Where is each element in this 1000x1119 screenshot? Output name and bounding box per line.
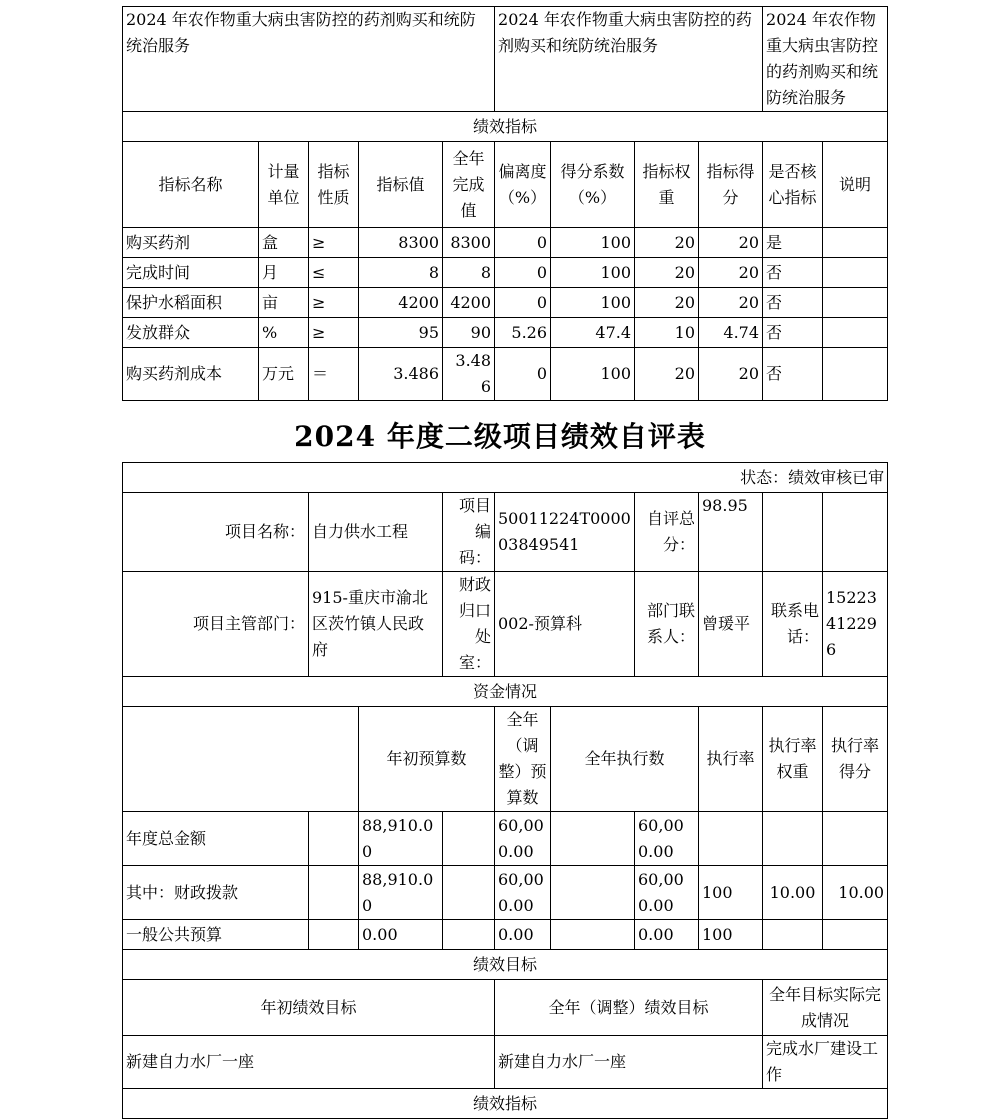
contact-value: 曾瑗平 <box>699 572 763 677</box>
funds-row-initial: 0.00 <box>359 920 443 950</box>
funds-row-weight <box>763 812 823 866</box>
empty-cell <box>551 866 635 920</box>
col-header-note: 说明 <box>823 142 888 228</box>
empty-cell <box>551 920 635 950</box>
row-score: 20 <box>699 228 763 258</box>
empty-cell <box>443 920 495 950</box>
indicator-table-top <box>122 6 888 401</box>
funds-row-label: 一般公共预算 <box>123 920 309 950</box>
page-title: 2024 年度二级项目绩效自评表 <box>294 420 706 453</box>
row-deviation: 5.26 <box>495 318 551 348</box>
row-coef: 100 <box>551 288 635 318</box>
funds-header-executed: 全年执行数 <box>551 707 699 812</box>
row-actual: 3.486 <box>443 348 495 401</box>
row-core: 否 <box>763 348 823 401</box>
empty-cell <box>823 493 888 572</box>
table-row <box>123 348 888 401</box>
row-core: 是 <box>763 228 823 258</box>
row-actual: 8 <box>443 258 495 288</box>
col-header-score: 指标得分 <box>699 142 763 228</box>
row-nature: ＝ <box>309 348 359 401</box>
funds-row-score: 10.00 <box>823 866 888 920</box>
row-name: 保护水稻面积 <box>123 288 259 318</box>
funds-row-initial: 88,910.00 <box>359 812 443 866</box>
funds-row-weight <box>763 920 823 950</box>
funds-row-label: 其中：财政拨款 <box>123 866 309 920</box>
row-actual: 90 <box>443 318 495 348</box>
row-note <box>823 228 888 258</box>
row-core: 否 <box>763 258 823 288</box>
row-score: 20 <box>699 288 763 318</box>
project-code-value: 50011224T000003849541 <box>495 493 635 572</box>
row-target: 3.486 <box>359 348 443 401</box>
col-header-weight: 指标权重 <box>635 142 699 228</box>
contact-label: 部门联系人： <box>635 572 699 677</box>
funds-row-executed: 0.00 <box>635 920 699 950</box>
office-label: 财政归口处室： <box>443 572 495 677</box>
row-actual: 8300 <box>443 228 495 258</box>
self-score-label: 自评总分： <box>635 493 699 572</box>
self-score-value: 98.95 <box>699 493 763 572</box>
row-coef: 47.4 <box>551 318 635 348</box>
funds-row-adjusted: 60,000.00 <box>495 812 551 866</box>
project-code-label: 项目编码： <box>443 493 495 572</box>
status-text: 状态：绩效审核已审 <box>123 463 888 493</box>
col-header-deviation: 偏离度（%） <box>495 142 551 228</box>
project-desc-cell-1: 2024 年农作物重大病虫害防控的药剂购买和统防统治服务 <box>123 7 495 112</box>
col-header-unit: 计量单位 <box>259 142 309 228</box>
funds-row <box>123 866 888 920</box>
row-note <box>823 288 888 318</box>
section-title-indicators-bottom: 绩效指标 <box>123 1089 888 1119</box>
row-note <box>823 318 888 348</box>
goals-value-actual: 完成水厂建设工作 <box>763 1036 888 1089</box>
row-weight: 20 <box>635 258 699 288</box>
row-score: 20 <box>699 258 763 288</box>
row-target: 4200 <box>359 288 443 318</box>
row-coef: 100 <box>551 258 635 288</box>
empty-cell <box>309 866 359 920</box>
table-row <box>123 258 888 288</box>
goals-value-adjusted: 新建自力水厂一座 <box>495 1036 763 1089</box>
office-value: 002-预算科 <box>495 572 635 677</box>
empty-cell <box>551 812 635 866</box>
empty-cell <box>763 493 823 572</box>
row-unit: 亩 <box>259 288 309 318</box>
row-unit: 万元 <box>259 348 309 401</box>
row-score: 4.74 <box>699 318 763 348</box>
empty-cell <box>123 707 359 812</box>
row-name: 购买药剂成本 <box>123 348 259 401</box>
row-deviation: 0 <box>495 228 551 258</box>
funds-row-rate: 100 <box>699 920 763 950</box>
funds-header-initial: 年初预算数 <box>359 707 495 812</box>
empty-cell <box>309 920 359 950</box>
funds-row-weight: 10.00 <box>763 866 823 920</box>
project-desc-cell-2: 2024 年农作物重大病虫害防控的药剂购买和统防统治服务 <box>495 7 763 112</box>
row-deviation: 0 <box>495 348 551 401</box>
self-evaluation-table <box>122 462 888 1119</box>
col-header-name: 指标名称 <box>123 142 259 228</box>
empty-cell <box>443 812 495 866</box>
dept-label: 项目主管部门： <box>123 572 309 677</box>
row-coef: 100 <box>551 348 635 401</box>
col-header-target: 指标值 <box>359 142 443 228</box>
row-target: 8 <box>359 258 443 288</box>
funds-header-weight: 执行率权重 <box>763 707 823 812</box>
row-name: 完成时间 <box>123 258 259 288</box>
funds-row <box>123 920 888 950</box>
col-header-coef: 得分系数（%） <box>551 142 635 228</box>
row-core: 否 <box>763 288 823 318</box>
row-name: 发放群众 <box>123 318 259 348</box>
funds-row-executed: 60,000.00 <box>635 812 699 866</box>
section-title-indicators: 绩效指标 <box>123 112 888 142</box>
goals-value-initial: 新建自力水厂一座 <box>123 1036 495 1089</box>
row-name: 购买药剂 <box>123 228 259 258</box>
section-title-goals: 绩效目标 <box>123 950 888 980</box>
goals-header-actual: 全年目标实际完成情况 <box>763 980 888 1036</box>
funds-header-adjusted: 全年（调整）预算数 <box>495 707 551 812</box>
row-nature: ≥ <box>309 228 359 258</box>
row-score: 20 <box>699 348 763 401</box>
row-weight: 10 <box>635 318 699 348</box>
row-coef: 100 <box>551 228 635 258</box>
row-nature: ≤ <box>309 258 359 288</box>
row-target: 95 <box>359 318 443 348</box>
funds-header-rate: 执行率 <box>699 707 763 812</box>
empty-cell <box>443 866 495 920</box>
row-weight: 20 <box>635 288 699 318</box>
col-header-core: 是否核心指标 <box>763 142 823 228</box>
row-deviation: 0 <box>495 258 551 288</box>
funds-row-score <box>823 812 888 866</box>
row-weight: 20 <box>635 348 699 401</box>
row-deviation: 0 <box>495 288 551 318</box>
funds-row-label: 年度总金额 <box>123 812 309 866</box>
goals-header-adjusted: 全年（调整）绩效目标 <box>495 980 763 1036</box>
table-row <box>123 318 888 348</box>
row-unit: 月 <box>259 258 309 288</box>
row-unit: 盒 <box>259 228 309 258</box>
phone-label: 联系电话： <box>763 572 823 677</box>
row-weight: 20 <box>635 228 699 258</box>
dept-value: 915-重庆市渝北区茨竹镇人民政府 <box>309 572 443 677</box>
funds-row <box>123 812 888 866</box>
funds-row-rate <box>699 812 763 866</box>
funds-row-executed: 60,000.00 <box>635 866 699 920</box>
row-actual: 4200 <box>443 288 495 318</box>
row-target: 8300 <box>359 228 443 258</box>
row-note <box>823 348 888 401</box>
funds-row-adjusted: 60,000.00 <box>495 866 551 920</box>
project-desc-cell-3: 2024 年农作物重大病虫害防控的药剂购买和统防统治服务 <box>763 7 888 112</box>
phone-value: 15223412296 <box>823 572 888 677</box>
row-unit: % <box>259 318 309 348</box>
row-core: 否 <box>763 318 823 348</box>
row-nature: ≥ <box>309 318 359 348</box>
table-row <box>123 228 888 258</box>
empty-cell <box>309 812 359 866</box>
project-name-label: 项目名称： <box>123 493 309 572</box>
funds-row-initial: 88,910.00 <box>359 866 443 920</box>
goals-header-initial: 年初绩效目标 <box>123 980 495 1036</box>
funds-row-score <box>823 920 888 950</box>
project-name-value: 自力供水工程 <box>309 493 443 572</box>
col-header-nature: 指标性质 <box>309 142 359 228</box>
col-header-actual: 全年完成值 <box>443 142 495 228</box>
funds-row-rate: 100 <box>699 866 763 920</box>
section-title-funds: 资金情况 <box>123 677 888 707</box>
row-nature: ≥ <box>309 288 359 318</box>
table-row <box>123 288 888 318</box>
row-note <box>823 258 888 288</box>
funds-header-score: 执行率得分 <box>823 707 888 812</box>
funds-row-adjusted: 0.00 <box>495 920 551 950</box>
